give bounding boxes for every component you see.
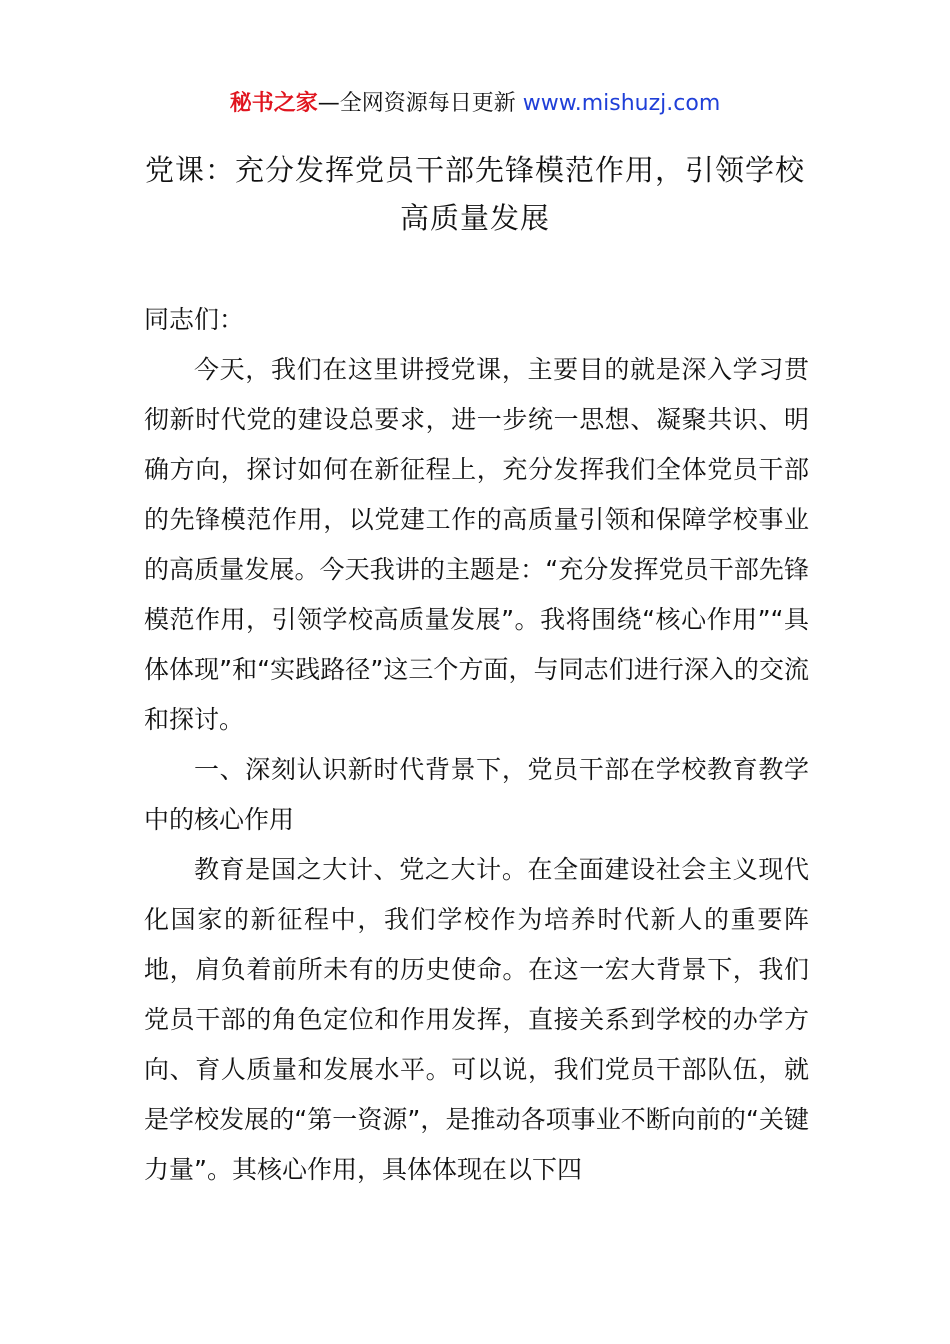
header-tagline: —全网资源每日更新 (317, 91, 516, 116)
site-header (0, 88, 950, 120)
document-title: 党课：充分发挥党员干部先锋模范作用，引领学校高质量发展 (144, 153, 805, 235)
paragraph-intro: 今天，我们在这里讲授党课，主要目的就是深入学习贯彻新时代党的建设总要求，进一步统一思想、凝聚共识、明确方向，探讨如何在新征程上，充分发挥我们全体党员干部的先锋模范作用，以党建工作的高质量引领和保障学校事业的高质量发展。今天我讲的主题是：“充分发挥党员干部先锋模范作用，引领学校高质量发展”。我将围绕“核心作用”“具体体现”和“实践路径”这三个方面，与同志们进行深入的交流和探讨。 (144, 355, 809, 734)
section-heading-1: 一、深刻认识新时代背景下，党员干部在学校教育教学中的核心作用 (144, 755, 809, 834)
site-url-link[interactable]: www.mishuzj.com (522, 91, 721, 116)
paragraph-section-1: 教育是国之大计、党之大计。在全面建设社会主义现代化国家的新征程中，我们学校作为培养时代新人的重要阵地，肩负着前所未有的历史使命。在这一宏大背景下，我们党员干部的角色定位和作用发挥，直接关系到学校的办学方向、育人质量和发展水平。可以说，我们党员干部队伍，就是学校发展的“第一资源”，是推动各项事业不断向前的“关键力量”。其核心作用，具体体现在以下四 (144, 855, 809, 1184)
brand-name: 秘书之家 (229, 91, 318, 116)
document-body (144, 295, 809, 1195)
salutation: 同志们： (144, 305, 245, 334)
